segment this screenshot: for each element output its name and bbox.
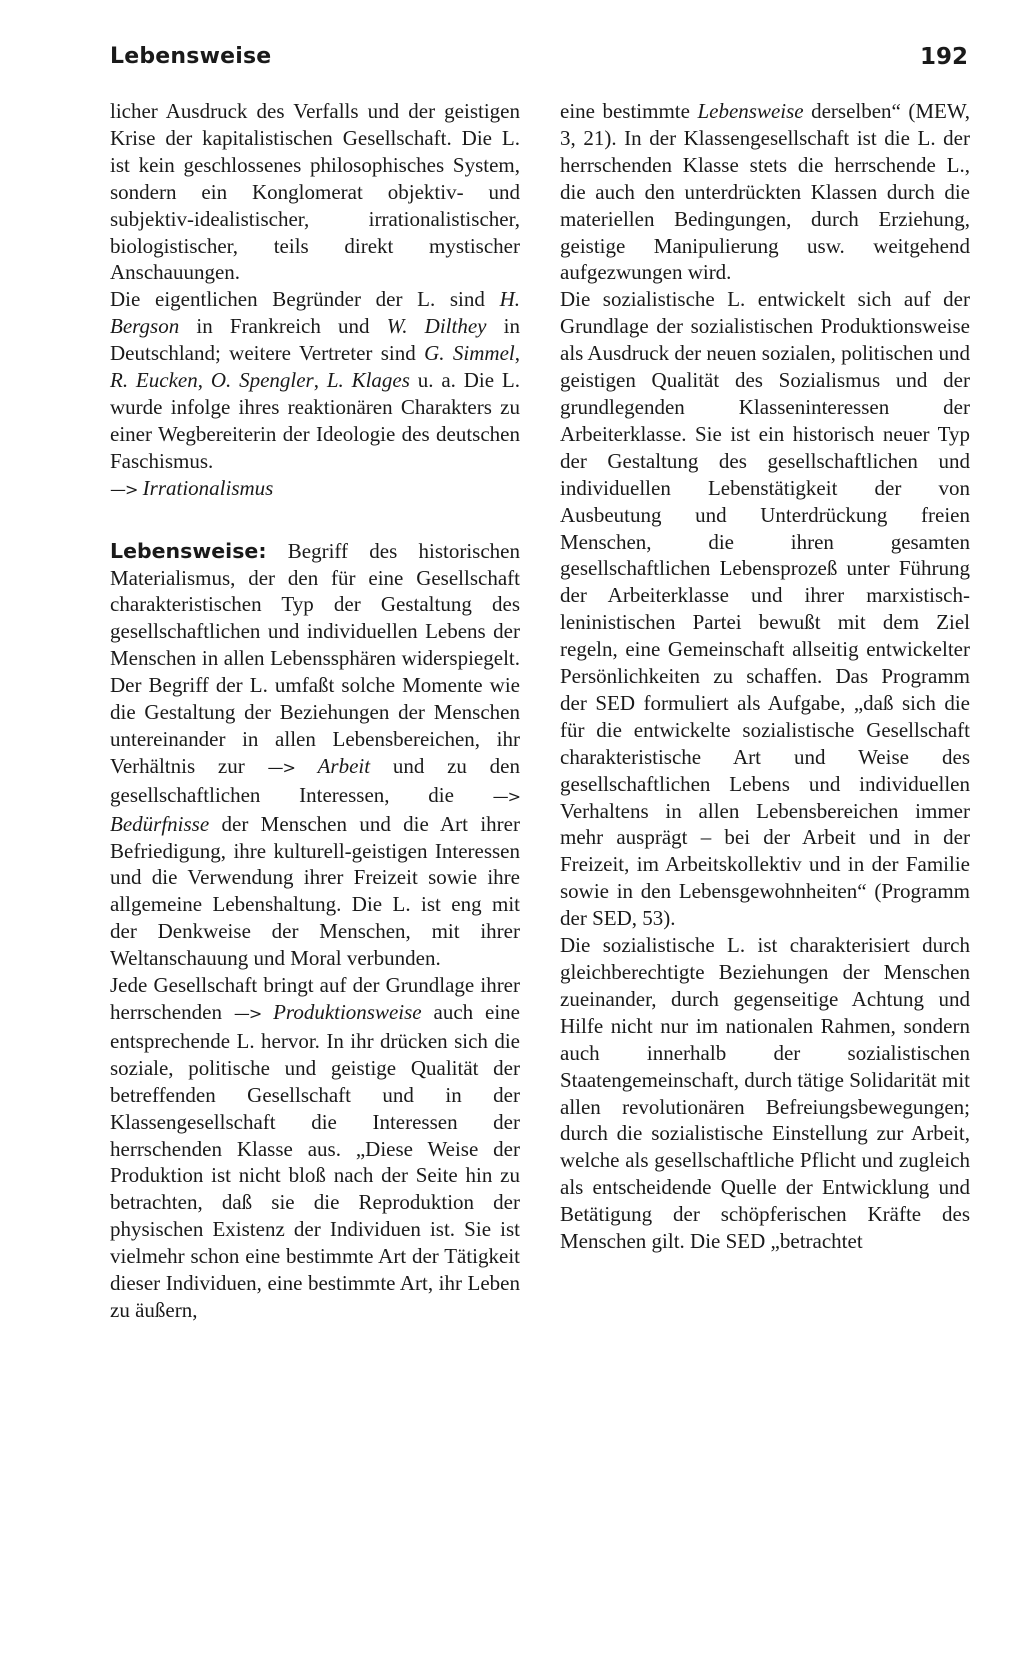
entry-lemma: Lebensweise:	[110, 538, 267, 563]
paragraph: Jede Gesellschaft bringt auf der Grundlage ihrer herrschenden —> Produktionsweise auch eine entsprechende L. hervor. In ihr drücken sich die soziale, politische und geistige Qualität der betreffenden Gesellschaft und in der Klassengesellschaft die Interessen der herrschenden Klasse aus. „Diese Weise der Produktion ist nicht bloß nach der Seite hin zu betrachten, daß sie die Reproduktion der physischen Existenz der Individuen ist. Sie ist vielmehr schon eine bestimmte Art der Tätigkeit dieser Individuen, eine bestimmte Art, ihr Leben zu äußern,	[110, 973, 520, 1322]
left-column	[110, 98, 520, 1324]
cross-reference[interactable]: Arbeit	[317, 753, 371, 778]
cross-reference[interactable]: Produktionsweise	[273, 1000, 422, 1024]
cross-reference[interactable]: Irrationalismus	[142, 475, 274, 500]
person-name: W. Dilthey	[386, 314, 487, 339]
person-name: G. Simmel	[424, 341, 515, 366]
person-name: L. Klages	[326, 368, 410, 393]
arrow-icon: —>	[233, 1004, 262, 1023]
arrow-icon: —>	[110, 479, 138, 499]
arrow-icon: —>	[267, 757, 295, 777]
person-name: R. Eucken	[110, 368, 198, 393]
emphasis: Lebensweise	[697, 99, 804, 123]
paragraph: licher Ausdruck des Verfalls und der geistigen Krise der kapitalistischen Gesellschaft. Die L. ist kein geschlossenes philosophisches System, sondern ein Konglomerat objektiv- und subjektiv-idealistischer, irrationalistischer, biologistischer, teils direkt mystischer Anschauungen.	[110, 99, 520, 285]
person-name: H. Bergson	[110, 287, 520, 339]
cross-reference-line	[110, 475, 520, 504]
page-number: 192	[919, 44, 968, 70]
entry-paragraph: Lebensweise: Begriff des historischen Materialismus, der den für eine Gesellschaft charakteristischen Typ der Gestaltung des gesellschaftlichen und individuellen Lebens der Menschen in allen Lebenssphären widerspiegelt. Der Begriff der L. umfaßt solche Momente wie die Gestaltung der Beziehungen der Menschen untereinander in allen Lebensbereichen, ihr Verhältnis zur —> Arbeit und zu den gesellschaftlichen Interessen, die —> Bedürfnisse der Menschen und die Art ihrer Befriedigung, ihre kulturell-geistigen Interessen und die Verwendung ihrer Freizeit sowie ihre allgemeine Lebenshaltung. Die L. ist eng mit der Denkweise der Menschen, mit ihrer Weltanschauung und Moral verbunden.	[110, 538, 520, 971]
right-column	[560, 98, 970, 1255]
paragraph: eine bestimmte Lebensweise derselben“ (MEW, 3, 21). In der Klassengesellschaft ist die L. der herrschenden Klasse stets die herrschende L., die auch den unterdrückten Klassen durch die materiellen Bedingungen, durch Erziehung, geistige Manipulierung usw. weitgehend aufgezwungen wird.	[560, 99, 971, 285]
running-head	[110, 44, 968, 80]
arrow-icon: —>	[492, 786, 520, 806]
paragraph: Die sozialistische L. ist charakterisiert durch gleichberechtigte Beziehungen der Menschen zueinander, durch gegenseitige Achtung und Hilfe nicht nur im nationalen Rahmen, sondern auch innerhalb der sozialistischen Staatengemeinschaft, durch tätige Solidarität mit allen revolutionären Befreiungsbewegungen; durch die sozialistische Einstellung zur Arbeit, welche als gesellschaftliche Pflicht und zugleich als entscheidende Quelle der Entwicklung und Betätigung der schöpferischen Kräfte des Menschen gilt. Die SED „betrachtet	[560, 933, 970, 1254]
paragraph: Die sozialistische L. entwickelt sich auf der Grundlage der sozialistischen Produktionsweise als Ausdruck der neuen sozialen, politischen und geistigen Qualität des Sozialismus und der grundlegenden Klasseninteressen der Arbeiterklasse. Sie ist ein historisch neuer Typ der Gestaltung des gesellschaftlichen und individuellen Lebenstätigkeit der von Ausbeutung und Unterdrückung freien Menschen, die ihren gesamten gesellschaftlichen Lebensprozeß unter Führung der Arbeiterklasse und ihrer marxistisch-leninistischen Partei bewußt mit dem Ziel regeln, eine Gemeinschaft allseitig entwickelter Persönlichkeiten zu schaffen. Das Programm der SED formuliert als Aufgabe, „daß sich die für die entwickelte sozialistische Gesellschaft charakteristische Art und Weise des gesellschaftlichen Lebens und individuellen Verhaltens in allen Lebensbereichen immer mehr ausprägt – bei der Arbeit und in der Freizeit, im Arbeitskollektiv und in der Familie sowie in den Lebensgewohnheiten“ (Programm der SED, 53).	[560, 287, 970, 931]
paragraph: Die eigentlichen Begründer der L. sind H. Bergson in Frankreich und W. Dilthey in Deutschland; weitere Vertreter sind G. Simmel, R. Eucken, O. Spengler, L. Klages u. a. Die L. wurde infolge ihres reaktionären Charakters zu einer Wegbereiterin der Ideologie des deutschen Faschismus.	[110, 287, 520, 473]
running-head-word: Lebensweise	[110, 44, 272, 69]
cross-reference[interactable]: Bedürfnisse	[110, 811, 210, 836]
person-name: O. Spengler	[210, 368, 314, 393]
